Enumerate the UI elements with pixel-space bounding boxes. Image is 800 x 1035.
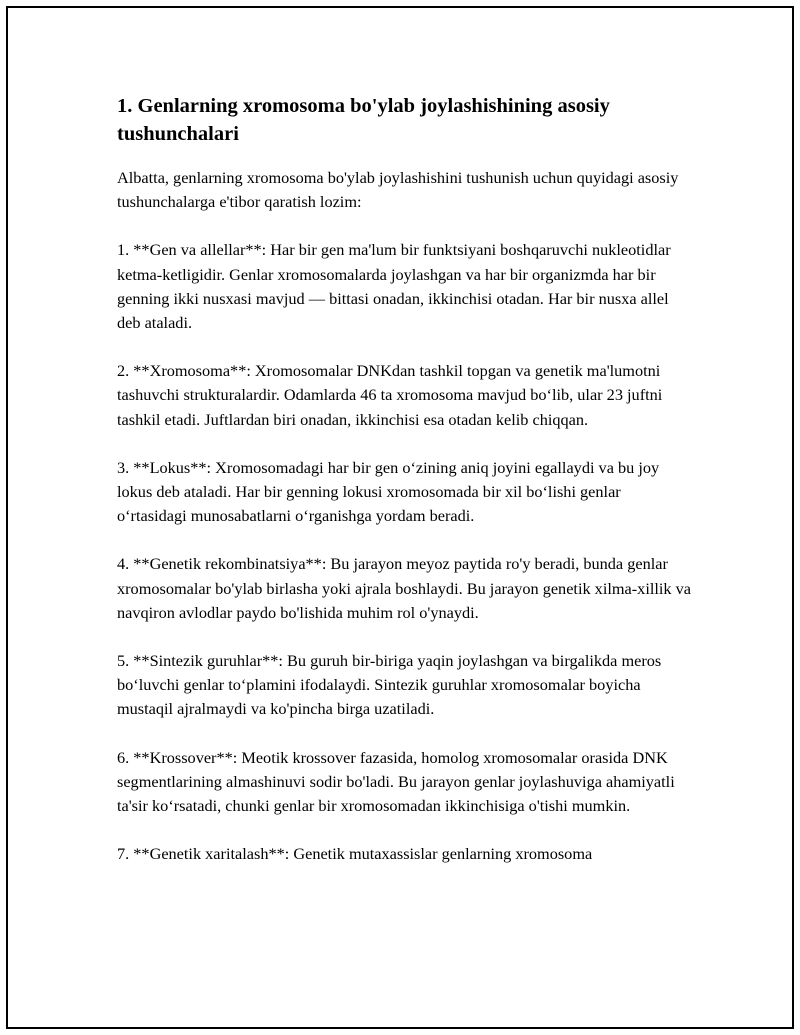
list-item: 4. **Genetik rekombinatsiya**: Bu jarayon meyoz paytida ro'y beradi, bunda genlar xromosomalar bo'ylab birlasha yoki ajrala boshlaydi. Bu jarayon genetik xilma-xillik va navqiron avlodlar paydo bo'lishida muhim rol o'ynaydi. <box>117 554 691 622</box>
intro-paragraph: Albatta, genlarning xromosoma bo'ylab joylashishini tushunish uchun quyidagi asosiy tushunchalarga e'tibor qaratish lozim: <box>117 168 679 212</box>
list-item: 1. **Gen va allellar**: Har bir gen ma'lum bir funktsiyani boshqaruvchi nukleotidlar ketma-ketligidir. Genlar xromosomalarda joylashgan va har bir organizmda har bir genning ikki nusxasi mavjud — bittasi onadan, ikkinchisi otadan. Har bir nusxa allel deb ataladi. <box>117 240 671 333</box>
document-title: 1. Genlarning xromosoma bo'ylab joylashishining asosiy tushunchalari <box>117 95 610 145</box>
document-body <box>117 92 692 890</box>
list-item: 6. **Krossover**: Meotik krossover fazasida, homolog xromosomalar orasida DNK segmentlarining almashinuvi sodir bo'ladi. Bu jarayon genlar joylashuviga ahamiyatli ta'sir ko‘rsatadi, chunki genlar bir xromosomadan ikkinchisiga o'tishi mumkin. <box>117 747 675 816</box>
list-item: 2. **Xromosoma**: Xromosomalar DNKdan tashkil topgan va genetik ma'lumotni tashuvchi strukturalardir. Odamlarda 46 ta xromosoma mavjud bo‘lib, ular 23 juftni tashkil etadi. Juftlardan biri onadan, ikkinchisi esa otadan kelib chiqqan. <box>117 361 663 429</box>
list-item: 3. **Lokus**: Xromosomadagi har bir gen o‘zining aniq joyini egallaydi va bu joy lokus deb ataladi. Har bir genning lokusi xromosomada bir xil bo‘lishi genlar o‘rtasidagi munosabatlarni o‘rganishga yordam beradi. <box>117 457 660 526</box>
list-item: 7. **Genetik xaritalash**: Genetik mutaxassislar genlarning xromosoma <box>117 844 593 864</box>
list-item: 5. **Sintezik guruhlar**: Bu guruh bir-biriga yaqin joylashgan va birgalikda meros bo‘luvchi genlar to‘plamini ifodalaydi. Sintezik guruhlar xromosomalar boyicha mustaqil ajralmaydi va ko'pincha birga uzatiladi. <box>117 651 662 719</box>
